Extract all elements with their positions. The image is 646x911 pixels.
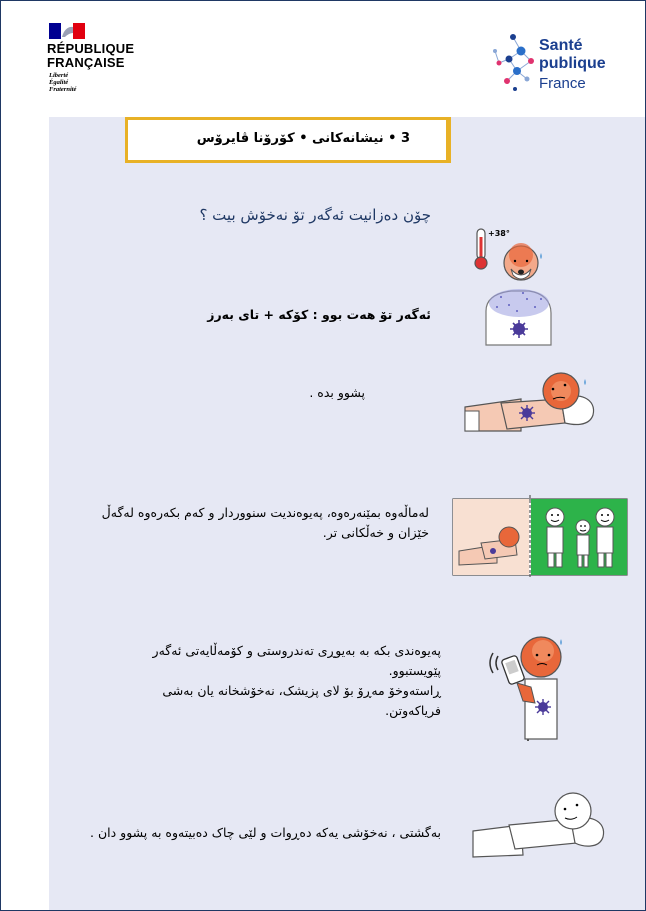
rf-line-2: FRANÇAISE — [47, 55, 125, 70]
recovery-illustration — [469, 791, 609, 859]
rf-motto-3: Fraternité — [49, 86, 77, 93]
rf-motto-1: Liberté — [49, 72, 69, 79]
marianne-flag-icon — [49, 23, 85, 39]
isolation-text: لەماڵەوە بمێنەرەوە، پەیوەندیت سنووردار و کەم بکەرەوە لەگەڵ خێزان و خەڵکانی تر. — [101, 505, 429, 540]
call-text-line-1: پەیوەندی بکە بە بەیوڕی تەندروستی و کۆمەڵایەتی ئەگەر — [152, 643, 441, 658]
sp-line-1: Santé — [539, 37, 583, 54]
sp-line-2: publique — [539, 55, 606, 72]
call-text-line-2: پێویستبوو. — [388, 663, 441, 678]
call-text-line-3: ڕاستەوخۆ مەڕۆ بۆ لای پزیشک، نەخۆشخانە یان بەشی — [162, 683, 441, 698]
call-text-block — [81, 641, 441, 721]
section-title-text: • نیشانەکانی • کۆرۆنا ڤایرۆس — [196, 131, 397, 146]
rf-line-1: RÉPUBLIQUE — [47, 41, 135, 56]
symptom-text: ئەگەر تۆ هەت بوو : کۆکە + تای بەرز — [207, 307, 431, 322]
recovery-text: بەگشتی ، نەخۆشی یەکە دەڕوات و لێی چاک دەبیتەوە بە پشوو دان . — [90, 825, 441, 840]
fever-cough-illustration — [471, 223, 561, 347]
sp-line-3: France — [539, 75, 586, 92]
section-title — [197, 131, 410, 146]
virus-icon — [519, 405, 535, 421]
section-number: 3 — [400, 131, 410, 146]
isolation-illustration — [451, 493, 629, 577]
thermometer-icon — [475, 229, 487, 269]
question-heading: چۆن دەزانیت ئەگەر تۆ نەخۆش بیت ؟ — [199, 206, 431, 224]
molecule-network-icon — [491, 31, 537, 93]
resting-bed-illustration — [461, 369, 601, 435]
sante-publique-france-logo — [491, 31, 621, 95]
section-title-box — [125, 117, 449, 163]
rf-motto-2: Égalité — [49, 79, 69, 86]
rest-text: پشوو بدە . — [309, 385, 365, 400]
header — [1, 1, 645, 117]
phone-call-illustration — [487, 623, 573, 741]
call-text-line-4: فریاکەوتن. — [385, 703, 441, 718]
temperature-label: +38° — [488, 229, 510, 238]
virus-icon — [535, 699, 551, 715]
